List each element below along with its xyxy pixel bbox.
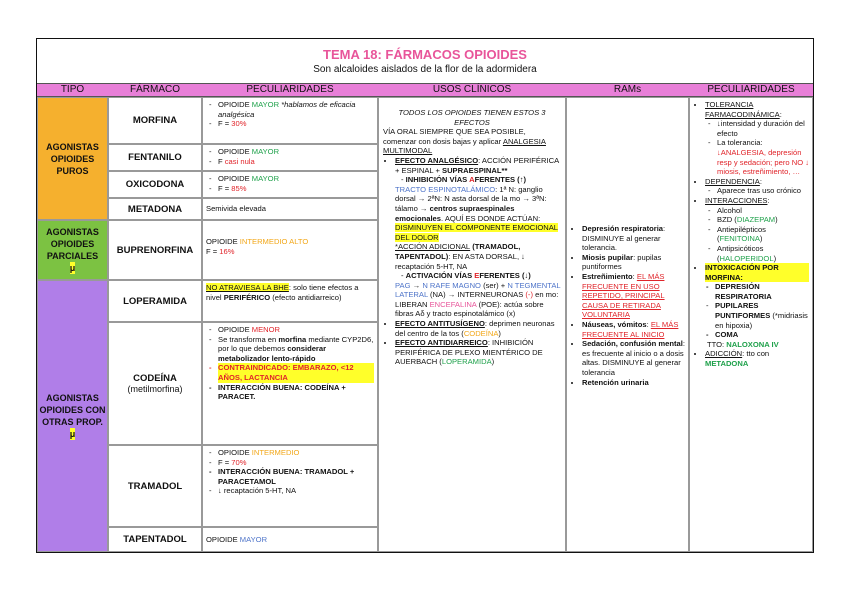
drug-tapentadol: TAPENTADOL — [108, 527, 202, 552]
pecu-oxicodona: - OPIOIDE MAYOR - F = 85% — [202, 171, 378, 198]
header-tipo: TIPO — [37, 83, 108, 97]
intoxicacion-heading: • INTOXICACIÓN POR MORFINA: — [705, 263, 809, 282]
group-parciales — [37, 220, 108, 280]
table-sheet — [36, 38, 814, 553]
group-parciales-label: AGONISTAS OPIOIDES PARCIALES — [46, 227, 99, 261]
page-subtitle: Son alcaloides aislados de la flor de la adormidera — [313, 64, 537, 75]
pecu-tramadol: - OPIOIDE INTERMEDIO - F = 70% - INTERACCIÓN BUENA: TRAMADOL + PARACETAMOL - ↓ recaptación 5-HT, NA — [202, 445, 378, 527]
group-otras-label: AGONISTAS OPIOIDES CON OTRAS PROP. — [39, 393, 106, 427]
codeina-subtitle: (metilmorfina) — [127, 384, 183, 394]
page-title: TEMA 18: FÁRMACOS OPIOIDES — [323, 47, 527, 62]
header-peculiaridades-2: PECULIARIDADES — [689, 83, 813, 97]
drug-codeina: CODEÍNA (metilmorfina) — [108, 322, 202, 445]
drug-tramadol: TRAMADOL — [108, 445, 202, 527]
group-puros — [37, 97, 108, 220]
pecu-fentanilo: - OPIOIDE MAYOR - F casi nula — [202, 144, 378, 171]
rams-column: • Depresión respiratoria: DISMINUYE al generar tolerancia. • Miosis pupilar: pupilas puntiformes • Estreñimiento: EL MÁS FRECUENTE EN USO REPETIDO, PRINCIPAL CAUSA DE RETIRADA VOLUNTARIA • Náuseas, vómitos: EL MÁS FRECUENTE AL INICIO • Sedación, confusión mental: es frecuente al inicio o a dosis altas. DISMINUYE al generar tolerancia • Retención urinaria — [566, 97, 689, 552]
group-otras — [37, 280, 108, 552]
mu-badge: μ — [69, 263, 76, 273]
pecu-metadona: Semivida elevada — [202, 198, 378, 220]
drug-loperamida: LOPERAMIDA — [108, 280, 202, 322]
drug-oxicodona: OXICODONA — [108, 171, 202, 198]
pecu2-column: • TOLERANCIA FARMACODINÁMICA: - ↓intensidad y duración del efecto - La tolerancia: ↓ANALGESIA, depresión resp y sedación; pero NO ↓ miosis, estreñimiento, … • DEPENDENCIA: - Aparece tras uso crónico • INTERACCIONES: - Alcohol - BZD (DIAZEPAM) - Antiepilépticos (FENITOINA) - Antipsicóticos (HALOPERIDOL) • INTOXICACIÓN POR MORFINA: - DEPRESIÓN RESPIRATORIA - PUPILARES PUNTIFORMES (*midriasis en hipoxia) - COMA TTO: NALOXONA IV • ADICCIÓN: tto con METADONA — [689, 97, 813, 552]
usos-clinicos: TODOS LOS OPIOIDES TIENEN ESTOS 3 EFECTOS VÍA ORAL SIEMPRE QUE SEA POSIBLE, comenzar con dosis bajas y aplicar ANALGESIA MULTIMODAL • EFECTO ANALGÉSICO: ACCIÓN PERIFÉRICA + ESPINAL + SUPRAESPINAL** - INHIBICIÓN VÍAS AFERENTES (↑) TRACTO ESPINOTALÁMICO: 1ª N: ganglio dorsal → 2ªN: N asta dorsal de la mo → 3ªN: tálamo → centros supraespinales emocionales. AQUÍ ES DONDE ACTÚAN: DISMINUYEN EL COMPONENTE EMOCIONAL DEL DOLOR *ACCIÓN ADICIONAL (TRAMADOL, TAPENTADOL): EN ASTA DORSAL, ↓ recaptación 5-HT, NA - ACTIVACIÓN VÍAS EFERENTES (↓) PAG → N RAFE MAGNO (ser) + N TEGMENTAL LATERAL (NA) → INTERNEURONAS (-) en mo: LIBERAN ENCEFALINA (POE): actúa sobre fibras Aδ y tracto espinotalámico (x) • EFECTO ANTITUSÍGENO: deprimen neuronas del centro de la tos (CODEÍNA) • EFECTO ANTIDIARREICO: INHIBICIÓN PERIFÉRICA DE PLEXO MIENTÉRICO DE AUERBACH (LOPERAMIDA) — [378, 97, 566, 552]
drug-buprenorfina: BUPRENORFINA — [108, 220, 202, 280]
pecu-codeina: - OPIOIDE MENOR - Se transforma en morfina mediante CYP2D6, por lo que debemos considerar metabolizador lento-rápido - CONTRAINDICADO: EMBARAZO, <12 AÑOS, LACTANCIA - INTERACCIÓN BUENA: CODEÍNA + PARACET. — [202, 322, 378, 445]
pecu-loperamida: NO ATRAVIESA LA BHE: solo tiene efectos a nivel PERIFÉRICO (efecto antidiarreico) — [202, 280, 378, 322]
group-puros-label: AGONISTAS OPIOIDES PUROS — [46, 141, 99, 176]
contraindication-note: - CONTRAINDICADO: EMBARAZO, <12 AÑOS, LACTANCIA — [218, 363, 374, 382]
drug-metadona: METADONA — [108, 198, 202, 220]
header-area — [37, 39, 813, 83]
drug-morfina: MORFINA — [108, 97, 202, 144]
pecu-buprenorfina: OPIOIDE INTERMEDIO ALTO F = 16% — [202, 220, 378, 280]
mu-badge: μ — [69, 429, 76, 439]
header-usos: USOS CLÍNICOS — [378, 83, 566, 97]
header-farmaco: FÁRMACO — [108, 83, 202, 97]
header-rams: RAMs — [566, 83, 689, 97]
pecu-morfina: - OPIOIDE MAYOR *hablamos de eficacia analgésica - F = 30% — [202, 97, 378, 144]
drug-fentanilo: FENTANILO — [108, 144, 202, 171]
pecu-tapentadol: OPIOIDE MAYOR — [202, 527, 378, 552]
header-peculiaridades: PECULIARIDADES — [202, 83, 378, 97]
